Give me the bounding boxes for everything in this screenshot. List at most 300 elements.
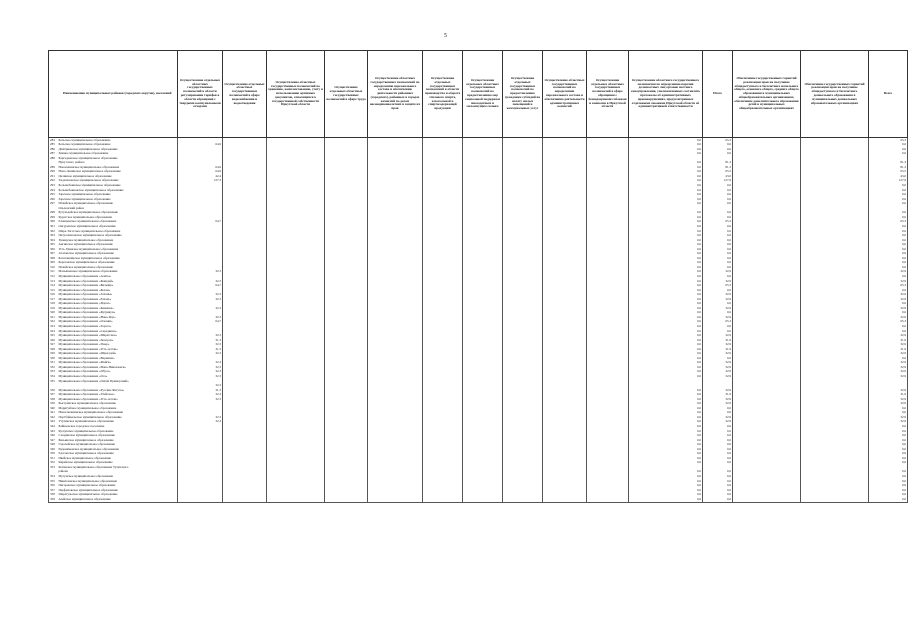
row-value: 0,6: [629, 334, 703, 339]
row-value: 64,7: [178, 320, 223, 325]
row-name: Муниципальное образование «Шаралдай»: [58, 352, 178, 357]
row-value: 0,6: [629, 320, 703, 325]
row-value: 32,9: [703, 397, 733, 402]
row-value: 32,9: [703, 297, 733, 302]
row-value: 32,3: [178, 315, 223, 320]
row-name: Муниципальное образование «Кулункун»: [58, 311, 178, 316]
row-value: 0,6: [629, 215, 703, 220]
row-name: Евдокимовское муниципальное образование: [58, 447, 178, 452]
header-cell: Обеспечение государственных гарантий реализации прав на получение общедоступного и бесплатного начального общего, основного общего, среднего общего образования в муниципальных общеобразовательных организациях, обеспечение дополнительного образования детей в муниципальных общеобразовательных организациях: [733, 51, 801, 138]
row-number: 339: [49, 402, 58, 407]
row-value: 0,6: [629, 302, 703, 307]
row-value: 0,6: [703, 252, 733, 257]
row-value: 0,6: [869, 452, 908, 457]
row-name: Аталанское муниципальное образование: [58, 252, 178, 257]
row-number: 353: [49, 465, 58, 470]
row-value: 32,9: [869, 334, 908, 339]
row-value: 0,6: [703, 452, 733, 457]
header-cell: Всего: [869, 51, 908, 138]
row-value: 81,3: [703, 161, 733, 166]
row-value: 0,6: [703, 329, 733, 334]
row-value: 31,9: [703, 393, 733, 398]
row-value: 0,6: [869, 470, 908, 475]
row-value: 0,6: [869, 252, 908, 257]
row-number: 328: [49, 347, 58, 352]
row-number: 295: [49, 193, 58, 198]
row-number: 319: [49, 306, 58, 311]
row-value: 31,3: [178, 388, 223, 393]
row-value: 0,6: [629, 279, 703, 284]
row-number: 324: [49, 329, 58, 334]
row-value: 0,6: [629, 197, 703, 202]
row-value: [503, 497, 543, 502]
row-value: 32,9: [869, 402, 908, 407]
row-name: Новоснежнинское муниципальное образование: [58, 411, 178, 416]
row-number: 359: [49, 497, 58, 502]
row-value: 32,3: [178, 397, 223, 402]
row-value: 0,6: [629, 352, 703, 357]
row-number: 327: [49, 343, 58, 348]
row-name: Муниципальное образование «Олонки»: [58, 320, 178, 325]
row-value: 0,6: [703, 243, 733, 248]
row-number: 331: [49, 361, 58, 366]
row-value: 31,9: [703, 338, 733, 343]
row-number: 335: [49, 379, 58, 384]
row-number: 357: [49, 488, 58, 493]
row-value: 0,6: [629, 293, 703, 298]
row-value: [463, 497, 503, 502]
row-name: Быстринское муниципальное образование: [58, 402, 178, 407]
row-value: 0,6: [703, 456, 733, 461]
row-number: 285: [49, 143, 58, 148]
row-number: 342: [49, 415, 58, 420]
row-value: 65,3: [869, 320, 908, 325]
row-number: 358: [49, 493, 58, 498]
row-value: 0,6: [703, 470, 733, 475]
row-value: 0,6: [703, 429, 733, 434]
row-value: 0,6: [703, 224, 733, 229]
row-value: 32,9: [869, 293, 908, 298]
row-name: Муниципальное образование «Обуса»: [58, 370, 178, 375]
row-number: 341: [49, 411, 58, 416]
row-number: 303: [49, 233, 58, 238]
row-value: 0,6: [629, 370, 703, 375]
row-number: 352: [49, 461, 58, 466]
row-value: 0,6: [629, 224, 703, 229]
row-value: 65,5: [869, 170, 908, 175]
row-name: Хадахановское муниципальное образование: [58, 179, 178, 184]
row-number: 329: [49, 352, 58, 357]
row-value: 0,6: [703, 311, 733, 316]
row-number: 332: [49, 365, 58, 370]
header-cell: Итого: [703, 51, 733, 138]
row-value: 32,9: [703, 334, 733, 339]
row-value: 32,3: [178, 370, 223, 375]
row-value: 64,9: [178, 165, 223, 170]
row-name: Зимное муниципальное образование: [58, 152, 178, 157]
row-value: [368, 497, 423, 502]
row-number: 291: [49, 174, 58, 179]
row-value: 32,3: [178, 393, 223, 398]
row-value: 32,9: [703, 315, 733, 320]
row-value: 0,6: [869, 183, 908, 188]
row-value: 31,9: [869, 347, 908, 352]
row-name: Балаганкинское муниципальное образование: [58, 256, 178, 261]
row-name: Муниципальное образование «Вершина»: [58, 356, 178, 361]
page-number: 5: [444, 33, 447, 39]
row-value: 0,6: [869, 488, 908, 493]
row-value: 64,9: [178, 170, 223, 175]
row-number: 302: [49, 229, 58, 234]
row-value: 32,3: [178, 279, 223, 284]
row-value: 32,9: [703, 279, 733, 284]
row-value: 31,3: [178, 347, 223, 352]
row-value: 32,9: [869, 365, 908, 370]
row-value: 0,6: [703, 443, 733, 448]
header-cell: Осуществление областных государственных полномочий по хранению, комплектованию, учету и использованию архивных документов, относящихся к государственной собственности Иркутской области: [267, 51, 325, 138]
row-number: 300: [49, 220, 58, 225]
row-value: 0,6: [629, 452, 703, 457]
row-number: 286: [49, 147, 58, 152]
row-name: Байкальское городское поселение: [58, 424, 178, 429]
row-name: Ольхонский район: [58, 206, 178, 211]
row-value: [223, 497, 267, 502]
row-name: Ангинское муниципальное образование: [58, 243, 178, 248]
row-name: Мугунское муниципальное образование: [58, 474, 178, 479]
row-number: 312: [49, 274, 58, 279]
row-value: 32,9: [703, 343, 733, 348]
header-cell: Осуществление отдельных областных государственных полномочий в сфере обращения с безнадзорными собаками и кошками в Иркутской области: [587, 51, 629, 138]
row-value: 0,6: [629, 165, 703, 170]
row-value: 0,6: [869, 265, 908, 270]
row-value: 32,9: [869, 297, 908, 302]
row-value: 0,6: [629, 388, 703, 393]
row-value: 0,6: [629, 365, 703, 370]
row-name: Утуликское муниципальное образование: [58, 420, 178, 425]
row-value: 0,6: [629, 456, 703, 461]
row-value: 0,6: [629, 406, 703, 411]
row-value: 64,7: [178, 284, 223, 289]
row-value: 0,6: [869, 434, 908, 439]
row-name: Писаревское муниципальное образование: [58, 484, 178, 489]
row-value: 32,9: [703, 415, 733, 420]
row-value: 0,6: [629, 274, 703, 279]
row-value: 0,6: [629, 284, 703, 289]
row-value: 0,6: [703, 474, 733, 479]
row-value: 0,6: [703, 493, 733, 498]
row-value: 0,6: [869, 197, 908, 202]
row-value: 65,3: [703, 138, 733, 143]
row-value: 0,6: [703, 211, 733, 216]
row-value: 31,9: [703, 347, 733, 352]
row-value: 0,6: [629, 497, 703, 502]
row-number: 323: [49, 324, 58, 329]
row-value: 0,6: [629, 479, 703, 484]
row-value: 0,6: [869, 497, 908, 502]
row-value: 0,6: [629, 438, 703, 443]
row-value: 0,6: [703, 434, 733, 439]
row-number: 325: [49, 334, 58, 339]
row-value: 0,6: [869, 411, 908, 416]
row-value: 0,6: [703, 152, 733, 157]
row-number: 322: [49, 320, 58, 325]
row-number: 313: [49, 279, 58, 284]
row-value: 0,6: [869, 302, 908, 307]
row-value: 32,9: [703, 306, 733, 311]
row-value: 43,0: [869, 174, 908, 179]
row-value: 0,6: [629, 311, 703, 316]
row-number: 326: [49, 338, 58, 343]
row-value: 0,6: [869, 474, 908, 479]
row-name: Заречное муниципальное образование: [58, 193, 178, 198]
row-value: 32,9: [703, 365, 733, 370]
row-value: 0,6: [703, 238, 733, 243]
row-name: Муниципальное образование «Хохорск»: [58, 338, 178, 343]
row-value: 0,6: [629, 233, 703, 238]
row-value: 0,6: [869, 193, 908, 198]
row-value: 0,6: [629, 415, 703, 420]
row-name: Нукутского района: [58, 161, 178, 166]
row-value: 81,3: [869, 165, 908, 170]
row-number: 288: [49, 156, 58, 161]
row-value: 0,6: [629, 229, 703, 234]
row-value: 32,9: [703, 402, 733, 407]
row-name: Гадалейское муниципальное образование: [58, 443, 178, 448]
row-value: 0,6: [703, 256, 733, 261]
row-value: 32,9: [869, 279, 908, 284]
row-number: 299: [49, 215, 58, 220]
row-value: 81,3: [703, 165, 733, 170]
row-value: 32,9: [703, 361, 733, 366]
row-name: Муниципальное образование «Шаратское»: [58, 334, 178, 339]
row-value: 0,6: [629, 461, 703, 466]
row-value: [801, 497, 869, 502]
row-value: 0,6: [703, 261, 733, 266]
row-number: 301: [49, 224, 58, 229]
row-name: Еланцынское муниципальное образование: [58, 220, 178, 225]
row-value: 32,3: [178, 384, 223, 389]
row-value: 0,6: [629, 493, 703, 498]
row-value: 0,6: [703, 193, 733, 198]
row-value: 0,6: [703, 202, 733, 207]
row-name: Муниципальное образование «Гаханы»: [58, 293, 178, 298]
row-value: [733, 497, 801, 502]
row-value: 0,6: [629, 306, 703, 311]
row-value: 0,6: [629, 488, 703, 493]
row-value: 64,9: [178, 143, 223, 148]
allocation-table: [48, 50, 908, 503]
row-value: 32,9: [703, 352, 733, 357]
row-number: 336: [49, 388, 58, 393]
header-cell-number: [49, 51, 58, 138]
row-number: 320: [49, 311, 58, 316]
row-value: 0,6: [629, 402, 703, 407]
row-value: 31,9: [869, 393, 908, 398]
row-value: 32,9: [869, 352, 908, 357]
row-number: 321: [49, 315, 58, 320]
header-cell: Осуществление отдельных государственных полномочий в области производства и оборота этилового спирта, алкогольной и спиртосодержащей продукции: [423, 51, 463, 138]
row-number: 334: [49, 374, 58, 379]
row-name: Баргадаевское муниципальное образование: [58, 156, 178, 161]
row-name: Муниципальное образование «Середкино»: [58, 329, 178, 334]
row-value: 0,6: [629, 138, 703, 143]
row-value: 0,6: [869, 329, 908, 334]
row-value: 0,6: [629, 424, 703, 429]
row-value: 32,3: [178, 352, 223, 357]
row-name: Большебаяновское муниципальное образование: [58, 188, 178, 193]
row-value: 0,6: [869, 202, 908, 207]
row-value: 0,6: [629, 447, 703, 452]
row-name: Култукское муниципальное образование: [58, 429, 178, 434]
row-value: 0,6: [703, 147, 733, 152]
row-value: 0,6: [629, 170, 703, 175]
row-value: 0,6: [703, 324, 733, 329]
row-value: 32,9: [869, 270, 908, 275]
row-number: 356: [49, 484, 58, 489]
row-value: 32,3: [178, 415, 223, 420]
row-value: 0,6: [869, 274, 908, 279]
row-value: 0,6: [703, 274, 733, 279]
row-number: 296: [49, 197, 58, 202]
row-value: 43,0: [703, 174, 733, 179]
row-number: 337: [49, 393, 58, 398]
row-value: 65,3: [869, 284, 908, 289]
row-name: Муниципальное образование «Захаль»: [58, 297, 178, 302]
table-row: [49, 497, 908, 502]
row-value: 65,3: [703, 320, 733, 325]
row-name: Игжейское муниципальное образование: [58, 265, 178, 270]
row-value: 0,6: [869, 229, 908, 234]
row-value: 0,6: [869, 147, 908, 152]
row-value: 0,6: [869, 143, 908, 148]
row-value: 0,6: [703, 247, 733, 252]
row-name: Бельское муниципальное образование: [58, 143, 178, 148]
header-cell: Осуществление отдельных областных государственных полномочий по предоставлению мер социальной поддержки многодетным и малоимущим семьям: [463, 51, 503, 138]
row-name: Шерагульское муниципальное образование: [58, 493, 178, 498]
row-number: 340: [49, 406, 58, 411]
row-number: 304: [49, 238, 58, 243]
row-value: 0,6: [629, 374, 703, 379]
row-value: 32,9: [869, 374, 908, 379]
row-value: 0,6: [629, 397, 703, 402]
row-value: 0,6: [869, 324, 908, 329]
row-value: 0,6: [703, 288, 733, 293]
row-name: Муниципальное образование «Укыр»: [58, 343, 178, 348]
row-value: 127,3: [178, 179, 223, 184]
row-value: 32,9: [869, 315, 908, 320]
row-value: 0,6: [703, 215, 733, 220]
row-value: 0,6: [629, 343, 703, 348]
row-name: Муниципальное образование «Бохан»: [58, 288, 178, 293]
row-value: 32,9: [703, 370, 733, 375]
row-value: 0,6: [703, 461, 733, 466]
row-name: Кирейское муниципальное образование: [58, 461, 178, 466]
row-value: [267, 497, 325, 502]
table-header-row: [49, 51, 908, 138]
row-number: 346: [49, 434, 58, 439]
row-name: Муниципальное образование «Русские Янгуты»: [58, 388, 178, 393]
row-value: 0,6: [629, 202, 703, 207]
row-value: 0,6: [629, 270, 703, 275]
row-name: Бельское муниципальное образование: [58, 138, 178, 143]
row-name: Портбайкальское муниципальное образование: [58, 415, 178, 420]
row-value: [587, 497, 629, 502]
row-value: 31,9: [869, 338, 908, 343]
row-value: 0,6: [629, 188, 703, 193]
row-name: Березовское муниципальное образование: [58, 261, 178, 266]
table-body: [49, 138, 908, 503]
row-value: 32,3: [178, 361, 223, 366]
row-number: 308: [49, 256, 58, 261]
row-value: 0,6: [869, 243, 908, 248]
row-name: Большебаянское муниципальное образование: [58, 183, 178, 188]
row-value: 0,6: [629, 252, 703, 257]
row-name: Муниципальное образование «Усть-Алтан»: [58, 347, 178, 352]
row-value: 0,6: [629, 174, 703, 179]
row-value: 0,6: [703, 197, 733, 202]
row-value: 0,6: [629, 484, 703, 489]
row-name: Куретское муниципальное образование: [58, 215, 178, 220]
row-number: 293: [49, 183, 58, 188]
row-value: 0,6: [869, 447, 908, 452]
row-number: 350: [49, 452, 58, 457]
row-name: Муниципальное образование «Оса»: [58, 374, 178, 379]
row-value: 0,6: [869, 224, 908, 229]
row-value: 65,5: [703, 170, 733, 175]
row-value: 32,9: [703, 388, 733, 393]
row-name: Азейское муниципальное образование: [58, 497, 178, 502]
row-value: 0,6: [869, 152, 908, 157]
row-value: 32,9: [869, 343, 908, 348]
row-value: 0,6: [869, 461, 908, 466]
row-name: района: [58, 470, 178, 475]
row-value: 0,6: [703, 356, 733, 361]
row-name: Петропавловское муниципальное образование: [58, 233, 178, 238]
row-value: 0,6: [629, 338, 703, 343]
row-value: 81,3: [869, 161, 908, 166]
row-value: 0,6: [869, 211, 908, 216]
row-name: Муниципальное образование «Каменка»: [58, 306, 178, 311]
row-value: 0,6: [629, 143, 703, 148]
row-number: 292: [49, 179, 58, 184]
row-value: [178, 497, 223, 502]
row-number: 290: [49, 170, 58, 175]
row-value: 0,6: [869, 456, 908, 461]
row-value: 127,9: [703, 179, 733, 184]
row-value: 32,3: [178, 374, 223, 379]
row-number: 287: [49, 152, 58, 157]
row-name: Онгуренское муниципальное образование: [58, 224, 178, 229]
header-cell: Осуществление отдельных областных государственных полномочий в сфере труда: [325, 51, 368, 138]
row-value: 0,6: [703, 302, 733, 307]
row-name: Игжейское муниципальное образование: [58, 202, 178, 207]
row-name: Муниципальное образование «Аляты»: [58, 274, 178, 279]
row-number: 345: [49, 429, 58, 434]
row-value: 65,3: [703, 220, 733, 225]
row-value: 0,6: [869, 493, 908, 498]
row-number: 310: [49, 265, 58, 270]
header-cell: Обеспечение государственных гарантий реализации прав на получение общедоступного и бесплатного дошкольного образования в муниципальных дошкольных образовательных организациях: [801, 51, 869, 138]
row-value: 0,6: [703, 183, 733, 188]
row-value: 0,6: [869, 247, 908, 252]
row-value: 0,6: [629, 161, 703, 166]
row-value: [423, 497, 463, 502]
row-number: 349: [49, 447, 58, 452]
row-name: Новоленинское муниципальное образование: [58, 165, 178, 170]
row-number: 333: [49, 370, 58, 375]
row-value: 32,3: [178, 297, 223, 302]
row-value: 31,3: [178, 338, 223, 343]
